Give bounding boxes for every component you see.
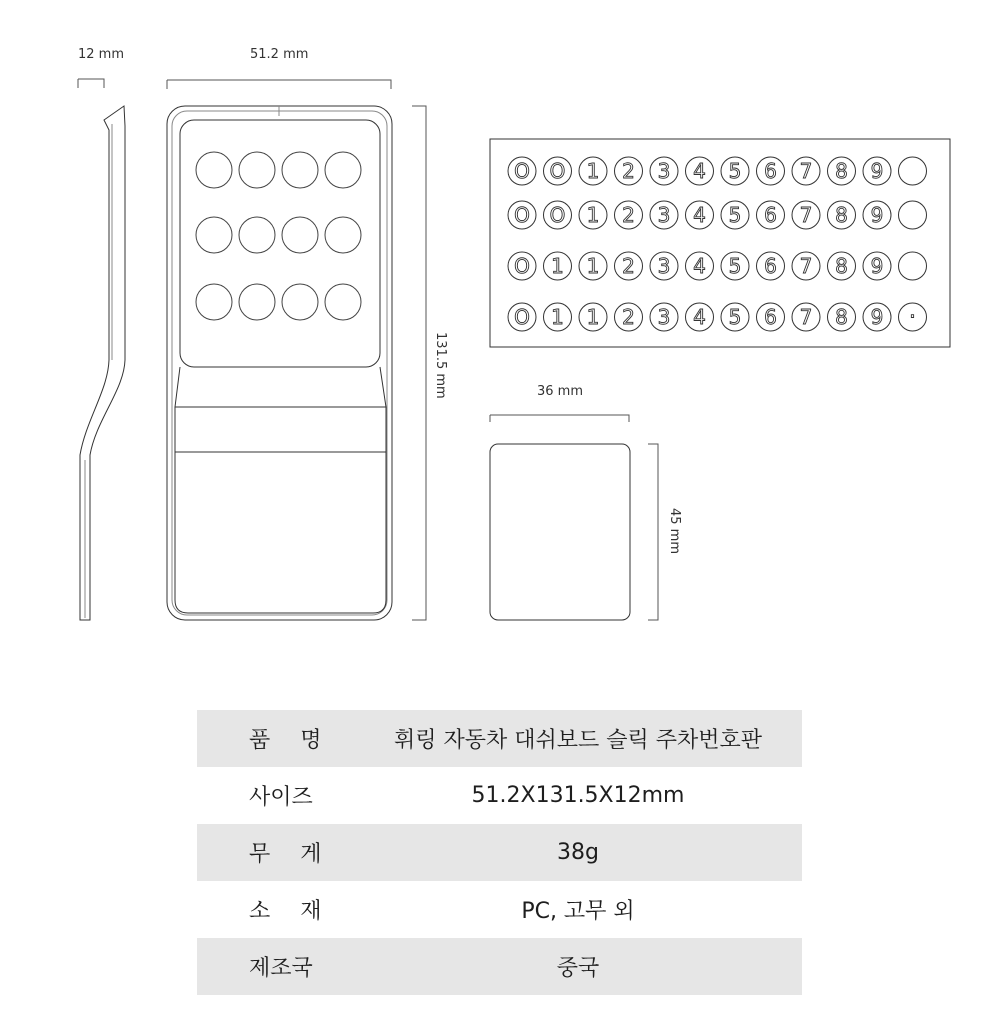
sticker-digit: 9 [870, 159, 884, 183]
sticker-digit: 2 [622, 203, 635, 227]
suction-holes [196, 152, 361, 320]
sticker-circle [899, 157, 927, 185]
sticker-digit: 8 [835, 305, 848, 329]
sticker-digit: O [514, 254, 530, 278]
sticker-digit: 1 [586, 203, 600, 227]
sticker-digit: 2 [622, 159, 635, 183]
spec-value: 38g [384, 824, 802, 881]
front-height-label: 131.5 mm [433, 332, 448, 399]
spec-row-size [197, 767, 802, 824]
sticker-digit: 4 [693, 254, 706, 278]
sticker-circle [899, 252, 927, 280]
side-thickness-label: 12 mm [78, 47, 125, 62]
spec-label: 소 재 [249, 899, 322, 924]
number-plate [490, 444, 630, 620]
plate-width-dim-line [490, 415, 629, 422]
sticker-digit: 5 [728, 159, 742, 183]
sticker-digit: 7 [799, 203, 813, 227]
sticker-digit: 6 [764, 203, 777, 227]
sticker-digit: 5 [728, 254, 742, 278]
sticker-digit: 7 [799, 159, 813, 183]
sticker-digit: 1 [586, 305, 600, 329]
spec-table [197, 710, 802, 995]
sticker-digit: 1 [586, 254, 600, 278]
plate-height-dim-line [648, 444, 658, 620]
plate-height-label: 45 mm [667, 508, 682, 555]
sticker-digit: O [514, 159, 530, 183]
spec-label: 제조국 [197, 938, 384, 995]
sticker-digit: 7 [799, 254, 813, 278]
sticker-digit: 5 [728, 203, 742, 227]
sticker-digit: 1 [551, 305, 564, 329]
spec-value: 중국 [384, 938, 802, 995]
sticker-digit: 9 [870, 203, 884, 227]
spec-row-name [197, 710, 802, 767]
sticker-digit: 3 [657, 305, 671, 329]
sticker-digit: 4 [693, 203, 706, 227]
width-dim-line [167, 80, 391, 89]
sticker-digit: 2 [622, 254, 635, 278]
spec-value: PC, 고무 외 [521, 899, 635, 924]
sticker-digit: 2 [622, 305, 635, 329]
side-profile-view [80, 106, 125, 620]
spec-value: 휘링 자동차 대쉬보드 슬릭 주차번호판 [384, 710, 802, 767]
sticker-digit: · [909, 305, 916, 330]
spec-row-weight [197, 824, 802, 881]
spec-row-material [197, 881, 802, 938]
spec-value: 51.2X131.5X12mm [471, 783, 685, 808]
sticker-digit: 9 [870, 254, 884, 278]
sticker-digit: 1 [551, 254, 564, 278]
sticker-circle [899, 201, 927, 229]
sticker-digit: O [549, 203, 566, 227]
sticker-grid [508, 157, 927, 331]
sticker-digit: 3 [657, 254, 671, 278]
sticker-digit: 8 [835, 159, 848, 183]
sticker-digit: 4 [693, 159, 706, 183]
spec-label: 무 게 [197, 824, 384, 881]
spec-row-origin [197, 938, 802, 995]
sticker-digit: O [514, 305, 530, 329]
sticker-digit: 6 [764, 254, 777, 278]
spec-label: 품 명 [197, 710, 384, 767]
sticker-digit: O [514, 203, 530, 227]
sticker-digit: 1 [586, 159, 600, 183]
sticker-digit: 3 [657, 203, 671, 227]
height-dim-line [412, 106, 426, 620]
sticker-digit: 7 [799, 305, 813, 329]
side-dim-line [78, 79, 104, 88]
sticker-digit: 3 [657, 159, 671, 183]
plate-width-label: 36 mm [537, 384, 584, 399]
sticker-digit: 5 [728, 305, 742, 329]
sticker-digit: O [549, 159, 566, 183]
front-view [167, 106, 392, 620]
sticker-digit: 8 [835, 254, 848, 278]
spec-label: 사이즈 [249, 785, 313, 810]
sticker-digit: 8 [835, 203, 848, 227]
sticker-digit: 9 [870, 305, 884, 329]
sticker-digit: 4 [693, 305, 706, 329]
sticker-digit: 6 [764, 159, 777, 183]
sticker-digit: 6 [764, 305, 777, 329]
front-width-label: 51.2 mm [250, 47, 309, 62]
